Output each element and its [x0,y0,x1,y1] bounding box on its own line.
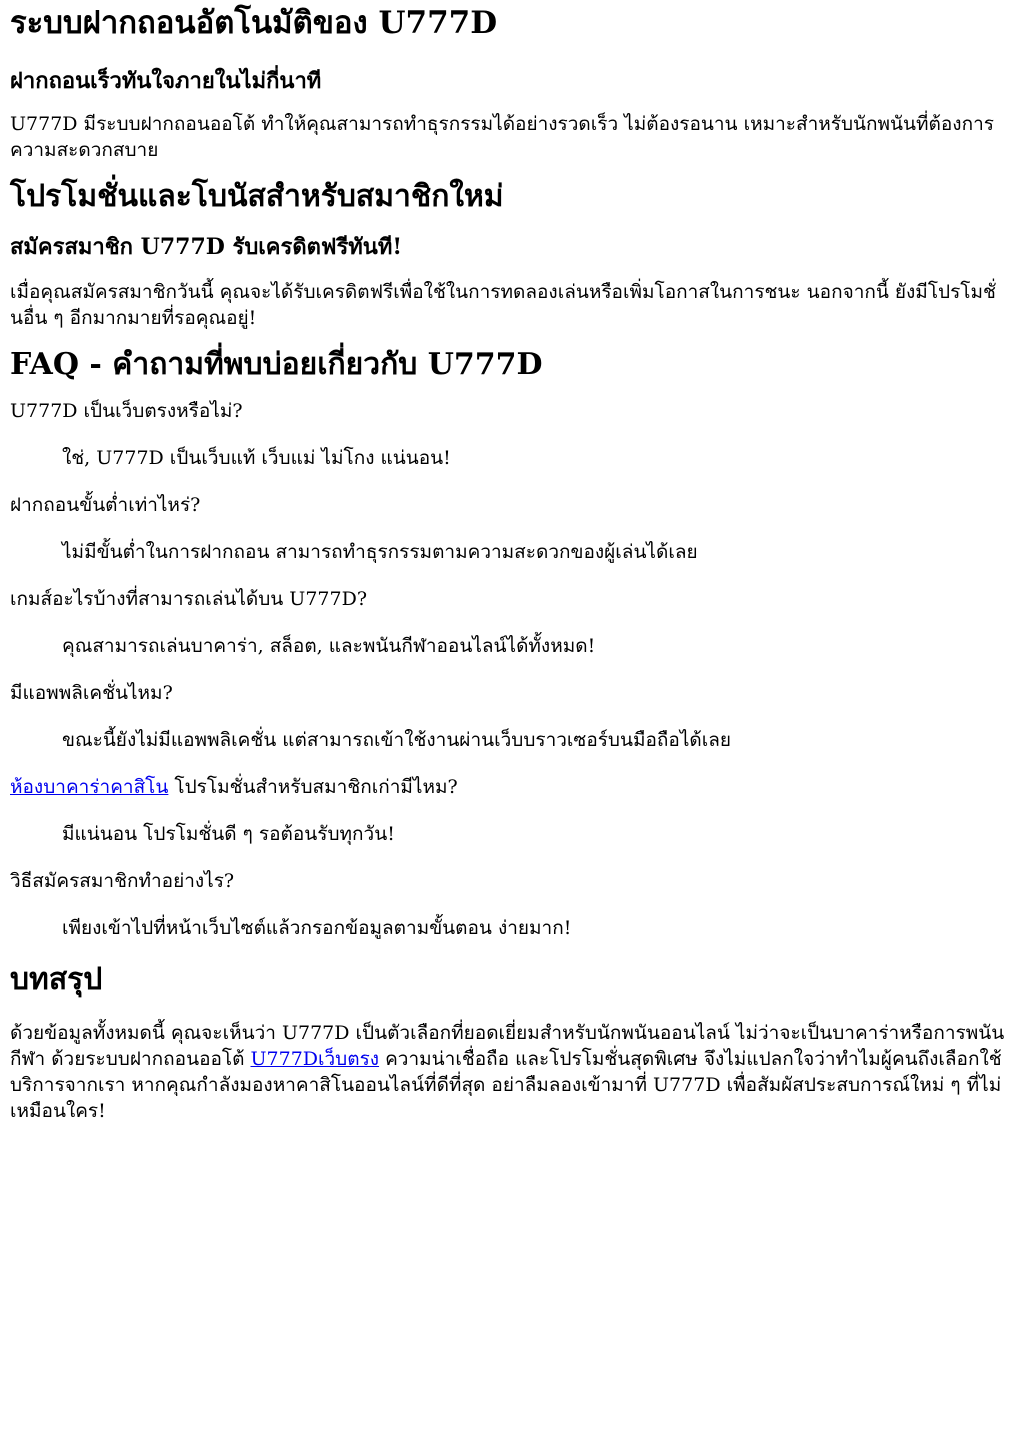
faq-answer: มีแน่นอน โปรโมชั่นดี ๆ รอต้อนรับทุกวัน! [62,823,395,845]
faq-question: มีแอพพลิเคชั่นไหม? [10,682,173,704]
faq-heading: FAQ - คำถามที่พบบ่อยเกี่ยวกับ U777D [10,347,543,382]
faq-question-text: โปรโมชั่นสำหรับสมาชิกเก่ามีไหม? [168,776,458,798]
faq-answer: คุณสามารถเล่นบาคาร่า, สล็อต, และพนันกีฬาออนไลน์ได้ทั้งหมด! [62,635,596,657]
faq-question: เกมส์อะไรบ้างที่สามารถเล่นได้บน U777D? [10,588,368,610]
summary-text-part2: ความน่าเชื่อถือ และโปรโมชั่นสุดพิเศษ จึงไม่แปลกใจว่าทำไมผู้คนถึงเลือกใช้บริการจากเรา หากคุณกำลังมองหาคาสิโนออนไลน์ที่ดีที่สุด อย่าลืมลองเข้ามาที่ U777D เพื่อสัมผัสประสบการณ์ใหม่ ๆ ที่ไม่เหมือนใคร! [10,1048,1002,1122]
section-heading-deposit: ฝากถอนเร็วทันใจภายในไม่กี่นาที [10,68,322,94]
section-body-deposit: U777D มีระบบฝากถอนออโต้ ทำให้คุณสามารถทำธุรกรรมได้อย่างรวดเร็ว ไม่ต้องรอนาน เหมาะสำหรับนักพนันที่ต้องการความสะดวกสบาย [10,113,994,161]
faq-question: ฝากถอนขั้นต่ำเท่าไหร่? [10,494,201,516]
faq-question: วิธีสมัครสมาชิกทำอย่างไร? [10,870,235,892]
summary-body [10,1020,1014,1124]
promo-heading: โปรโมชั่นและโบนัสสำหรับสมาชิกใหม่ [10,179,504,214]
u777d-direct-web-link[interactable]: U777Dเว็บตรง [250,1048,380,1070]
faq-answer: เพียงเข้าไปที่หน้าเว็บไซต์แล้วกรอกข้อมูลตามขั้นตอน ง่ายมาก! [62,917,572,939]
summary-heading: บทสรุป [10,962,103,997]
faq-answer: ใช่, U777D เป็นเว็บแท้ เว็บแม่ ไม่โกง แน่นอน! [62,447,451,469]
faq-question: U777D เป็นเว็บตรงหรือไม่? [10,400,243,422]
faq-answer: ไม่มีขั้นต่ำในการฝากถอน สามารถทำธุรกรรมตามความสะดวกของผู้เล่นได้เลย [62,541,698,563]
faq-answer: ขณะนี้ยังไม่มีแอพพลิเคชั่น แต่สามารถเข้าใช้งานผ่านเว็บบราวเซอร์บนมือถือได้เลย [62,729,731,751]
faq-list [10,398,1014,941]
page-title: ระบบฝากถอนอัตโนมัติของ U777D [10,5,498,41]
baccarat-casino-link[interactable]: ห้องบาคาร่าคาสิโน [10,776,169,798]
faq-question-with-link [10,774,1014,800]
promo-body: เมื่อคุณสมัครสมาชิกวันนี้ คุณจะได้รับเครดิตฟรีเพื่อใช้ในการทดลองเล่นหรือเพิ่มโอกาสในการชนะ นอกจากนี้ ยังมีโปรโมชั่นอื่น ๆ อีกมากมายที่รอคุณอยู่! [10,281,996,329]
promo-subheading: สมัครสมาชิก U777D รับเครดิตฟรีทันที! [10,234,403,260]
summary-text-part1: ด้วยข้อมูลทั้งหมดนี้ คุณจะเห็นว่า U777D เป็นตัวเลือกที่ยอดเยี่ยมสำหรับนักพนันออนไลน์ ไม่ว่าจะเป็นบาคาร่าหรือการพนันกีฬา ด้วยระบบฝากถอนออโต้ [10,1022,1005,1070]
